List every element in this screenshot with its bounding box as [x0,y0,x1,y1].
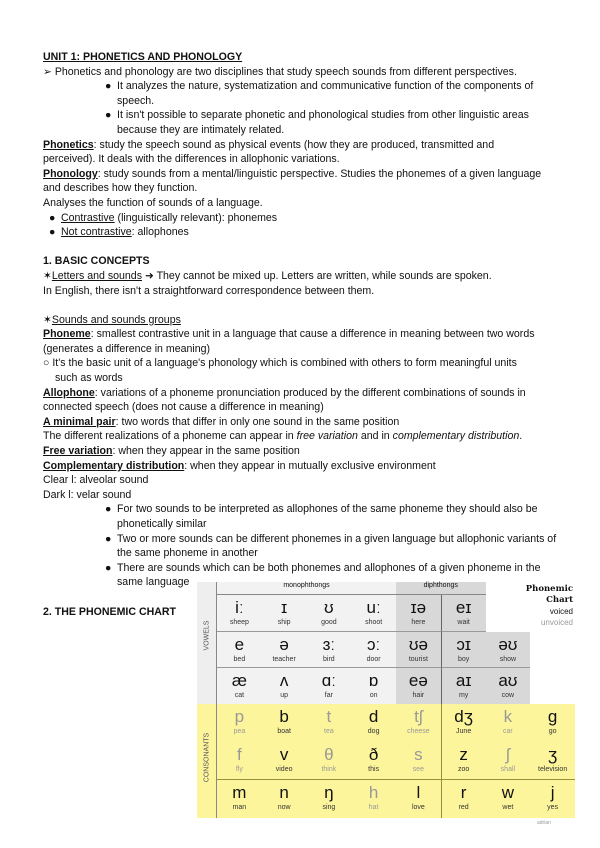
term-phoneme: Phoneme [43,328,91,341]
phoneme-symbol: ð [368,745,379,764]
example-word: hat [368,804,379,811]
text: and in [357,430,393,443]
consonants-label: CONSONANTS [203,732,211,783]
consonant-cell [351,742,396,780]
bullet-text: the same phoneme in another [117,547,258,560]
example-word: far [324,692,333,699]
section-heading: 1. BASIC CONCEPTS [43,255,150,268]
vowel-cell [262,632,307,668]
consonant-cell [217,780,262,818]
example-word: television [538,766,568,773]
consonant-cell [486,780,531,818]
legend-unvoiced: unvoiced [540,618,573,627]
example-word: sing [322,804,336,811]
definition: connected speech (does not cause a difference in meaning) [43,401,324,414]
definition: : allophones [131,226,189,239]
bullet-icon: ● [49,226,56,239]
phoneme-symbol: uː [366,598,381,617]
definition: : when they appear in the same position [112,445,300,458]
example-word: hair [412,692,425,699]
consonant-cell [307,742,352,780]
term-allophone: Allophone [43,386,95,399]
bullet-icon: ● [105,532,112,545]
phoneme-symbol: ɔɪ [456,635,471,654]
phoneme-symbol: d [368,707,379,726]
consonant-cell [307,780,352,818]
phoneme-symbol: ŋ [324,783,334,802]
definition: (generates a difference in meaning) [43,342,211,355]
consonant-cell [262,704,307,742]
vowel-cell [307,632,352,668]
term-letters: Letters and sounds [51,269,142,282]
phoneme-symbol: ʊ [324,598,334,617]
text-line: In English, there isn't a straightforward correspondence between them. [43,284,375,297]
definition: : variations of a phoneme pronunciation produced by the different combinations of sounds in [94,386,526,399]
phoneme-symbol: ɒ [368,671,379,690]
example-word: red [458,804,469,811]
example-word: here [411,619,426,626]
section-heading: 2. THE PHONEMIC CHART [43,606,177,618]
vowel-cell [217,632,262,668]
phoneme-symbol: k [503,707,513,726]
definition: : two words that differ in only one sound in the same position [115,415,400,428]
vowel-cell [396,632,441,668]
example-word: man [232,804,247,811]
consonant-cell [351,704,396,742]
example-word: boy [457,656,470,663]
phoneme-symbol: ɔː [367,635,381,654]
phoneme-symbol: ə [279,635,289,654]
document-body [43,50,563,590]
phoneme-symbol: ʒ [547,745,558,764]
consonant-cell [530,780,575,818]
text: . [519,430,523,443]
consonant-cell [486,704,531,742]
example-word: shoot [365,619,383,626]
legend-voiced: voiced [549,607,573,616]
example-word: tea [324,728,334,735]
phoneme-symbol: f [237,745,242,764]
example-word: pea [233,728,246,735]
vowel-cell [262,595,307,632]
phoneme-symbol: θ [324,745,334,764]
definition: such as words [55,372,123,385]
example-word: wet [502,804,514,811]
definition: It's the basic unit of a language's phonology which is combined with others to form meaningful units [52,357,517,370]
phoneme-symbol: p [234,707,245,726]
consonant-cell [262,780,307,818]
phoneme-symbol: m [232,783,247,802]
vowel-cell [441,632,486,668]
consonant-cell [530,704,575,742]
phoneme-symbol: eɪ [455,598,472,617]
bullet-text: Two or more sounds can be different phonemes in a given language but allophonic variants of [117,532,557,545]
unit-title: UNIT 1: PHONETICS AND PHONOLOGY [43,51,243,63]
consonant-cell [217,742,262,780]
example-word: wait [457,619,470,626]
example-word: show [499,656,517,663]
consonants-side [197,704,217,818]
example-word: dog [367,728,380,735]
term-free-variation: Free variation [43,445,113,458]
subheading: Sounds and sounds groups [51,313,181,326]
example-word: shall [500,766,516,773]
consonant-cell [217,704,262,742]
phoneme-symbol: t [326,707,332,726]
example-word: yes [547,804,559,811]
example-word: car [503,728,513,735]
consonant-cell [441,704,486,742]
vowel-cell [307,595,352,632]
definition: : study sounds from a mental/linguistic perspective. Studies the phonemes of a given language [97,167,542,180]
bullet-icon: ● [105,561,112,574]
phonemic-chart [197,582,575,818]
vowel-cell [351,595,396,632]
text-line: Clear l: alveolar sound [43,474,149,487]
vowel-cell [217,668,262,704]
phoneme-symbol: b [279,707,289,726]
consonant-cell [351,780,396,818]
example-word: love [411,804,425,811]
text-line: Dark l: velar sound [43,488,132,501]
consonant-cell [307,704,352,742]
phoneme-symbol: n [279,783,289,802]
vowel-cell [351,632,396,668]
text: free variation [296,430,358,443]
bullet-text: speech. [117,94,155,107]
consonant-cell [396,704,441,742]
term-contrastive: Contrastive [61,211,115,224]
vowel-cell [307,668,352,704]
example-word: think [321,766,337,773]
definition: and describes how they function. [43,182,198,195]
phoneme-symbol: e [234,635,245,654]
phoneme-symbol: j [550,783,555,802]
example-word: sheep [229,619,249,626]
phoneme-symbol: ʃ [505,745,510,764]
phoneme-symbol: dʒ [454,707,473,726]
example-word: cat [234,692,245,699]
vowel-cell [441,595,486,632]
definition: ➜ They cannot be mixed up. Letters are written, while sounds are spoken. [142,269,492,282]
example-word: video [275,766,293,773]
vowel-cell [486,632,531,668]
analyses-line: Analyses the function of sounds of a language. [43,196,263,209]
star-icon: ✶ [43,313,52,326]
circle-bullet-icon: ○ [43,357,50,370]
phoneme-symbol: ʌ [279,671,289,690]
example-word: cow [501,692,515,699]
example-word: June [456,728,472,735]
definition: (linguistically relevant): phonemes [114,211,278,224]
phoneme-symbol: əʊ [498,635,518,654]
example-word: go [548,728,557,735]
term-phonetics: Phonetics [43,138,94,151]
phoneme-symbol: h [368,783,379,802]
consonant-cell [441,742,486,780]
consonant-cell [441,780,486,818]
bullet-text: because they are intimately related. [117,123,285,136]
bullet-text: same language [117,576,190,589]
vowel-cell [486,668,531,704]
bullet-text: For two sounds to be interpreted as allophones of the same phoneme they should also be [117,503,538,516]
diphthongs-header [396,582,486,595]
phoneme-symbol: ɑː [321,671,336,690]
definition: : study the speech sound as physical events (how they are produced, transmitted and [93,138,495,151]
example-word: bird [323,656,335,663]
consonant-cell [396,780,441,818]
bullet-text: It analyzes the nature, systematization and communicative function of the components of [117,80,534,93]
example-word: bed [233,656,246,663]
bullet-text: There are sounds which can be both phonemes and allophones of a given phoneme in the [117,561,541,574]
term-not-contrastive: Not contrastive [61,226,132,239]
bullet-icon: ● [105,109,112,122]
phoneme-symbol: æ [231,671,247,690]
phoneme-symbol: ɜː [322,635,336,654]
bullet-text: It isn't possible to separate phonetic and phonological studies from other linguistic areas [117,109,529,122]
legend-title: Phonemic [525,584,573,594]
vowel-cell [351,668,396,704]
intro-line: ➢ Phonetics and phonology are two disciplines that study speech sounds from different perspectives. [43,65,517,78]
phoneme-symbol: ɪ [281,598,288,617]
example-word: zoo [457,766,470,773]
phoneme-symbol: aɪ [455,671,472,690]
phoneme-symbol: r [460,783,467,802]
consonant-cell [262,742,307,780]
text: complementary distribution [392,430,520,443]
phoneme-symbol: s [414,745,423,764]
term-minimal-pair: A minimal pair [43,415,116,428]
example-word: tourist [408,656,428,663]
example-word: up [280,692,289,699]
phoneme-symbol: ʊə [408,635,428,654]
vowels-label: VOWELS [203,620,211,651]
example-word: door [366,656,381,663]
vowel-cell [217,595,262,632]
definition: : when they appear in mutually exclusive environment [184,459,436,472]
phoneme-symbol: eə [408,671,428,690]
example-word: this [368,766,380,773]
definition: : smallest contrastive unit in a language that cause a difference in meaning between two words [90,328,535,341]
phoneme-symbol: ɪə [410,598,427,617]
vowel-cell [441,668,486,704]
term-complementary: Complementary distribution [43,459,185,472]
star-icon: ✶ [43,269,52,282]
vowels-side [197,582,217,704]
example-word: boat [277,728,291,735]
vowel-cell [396,668,441,704]
monophthongs-label: monophthongs [283,582,330,589]
example-word: teacher [272,656,296,663]
phoneme-symbol: tʃ [414,707,423,726]
monophthongs-header [217,582,396,595]
example-word: fly [235,766,243,773]
legend-title: Chart [546,595,573,605]
example-word: my [458,692,469,699]
phoneme-symbol: aʊ [498,671,518,690]
example-word: on [369,692,378,699]
term-phonology: Phonology [43,167,98,180]
diphthongs-label: diphthongs [423,582,458,589]
consonant-cell [530,742,575,780]
phoneme-symbol: z [459,745,468,764]
bullet-icon: ● [49,211,56,224]
bullet-icon: ● [105,503,112,516]
phoneme-symbol: g [547,707,558,726]
consonant-cell [396,742,441,780]
example-word: now [277,804,291,811]
example-word: cheese [407,728,430,735]
phoneme-symbol: l [416,783,421,802]
chart-credit: adrian [537,820,551,826]
phoneme-symbol: w [501,783,515,802]
text: The different realizations of a phoneme can appear in [43,430,297,443]
example-word: good [321,619,337,626]
chart-legend [526,584,573,628]
consonant-cell [486,742,531,780]
definition: perceived). It deals with the differences in allophonic variations. [43,153,340,166]
vowel-cell [262,668,307,704]
bullet-icon: ● [105,80,112,93]
phoneme-symbol: v [279,745,289,764]
vowel-cell [396,595,441,632]
bullet-text: phonetically similar [117,518,207,530]
example-word: see [412,766,425,773]
phoneme-symbol: iː [235,598,244,617]
example-word: ship [277,619,291,626]
